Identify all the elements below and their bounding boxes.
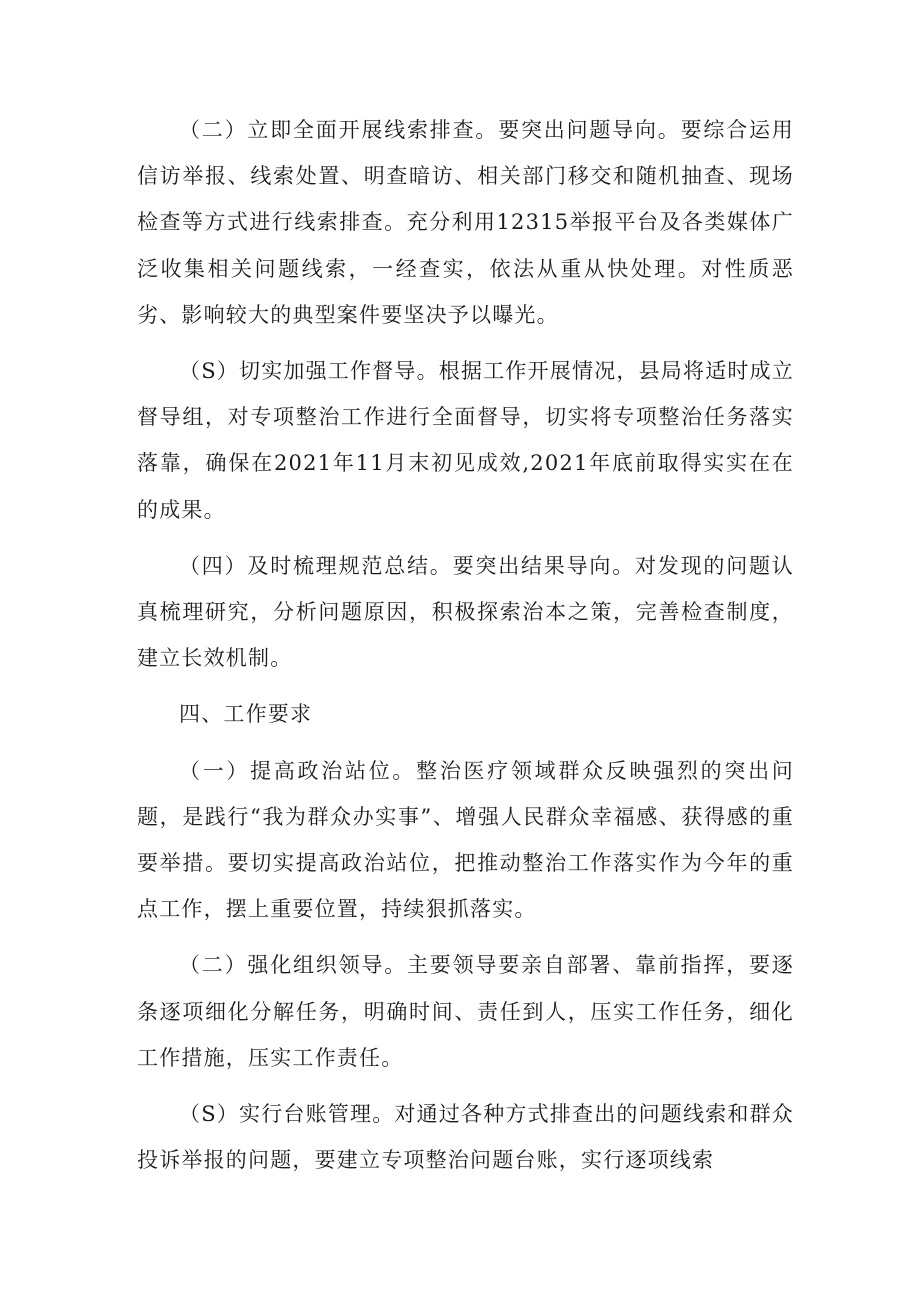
paragraph-supervision: （S）切实加强工作督导。根据工作开展情况，县局将适时成立督导组，对专项整治工作进行全面督导，切实将专项整治任务落实落靠，确保在2021年11月末初见成效,2021年底前取得实实在在的成果。 <box>137 359 794 522</box>
section-heading-work-requirements: 四、工作要求 <box>179 702 313 727</box>
paragraph-summary: （四）及时梳理规范总结。要突出结果导向。对发现的问题认真梳理研究，分析问题原因，积极探索治本之策，完善检查制度，建立长效机制。 <box>137 553 794 671</box>
paragraph-political-stance: （一）提高政治站位。整治医疗领域群众反映强烈的突出问题，是践行“我为群众办实事”、增强人民群众幸福感、获得感的重要举措。要切实提高政治站位，把推动整治工作落实作为今年的重点工作，摆上重要位置，持续狠抓落实。 <box>137 758 794 922</box>
paragraph-clue-investigation: （二）立即全面开展线索排查。要突出问题导向。要综合运用信访举报、线索处置、明查暗访、相关部门移交和随机抽查、现场检查等方式进行线索排查。充分利用12315举报平台及各类媒体广泛收集相关问题线索，一经查实，依法从重从快处理。对性质恶劣、影响较大的典型案件要坚决予以曝光。 <box>137 118 794 327</box>
paragraph-ledger-management: （S）实行台账管理。对通过各种方式排查出的问题线索和群众投诉举报的问题，要建立专项整治问题台账，实行逐项线索 <box>137 1102 794 1173</box>
paragraph-organizational-leadership: （二）强化组织领导。主要领导要亲自部署、靠前指挥，要逐条逐项细化分解任务，明确时间、责任到人，压实工作任务，细化工作措施，压实工作责任。 <box>137 953 794 1070</box>
